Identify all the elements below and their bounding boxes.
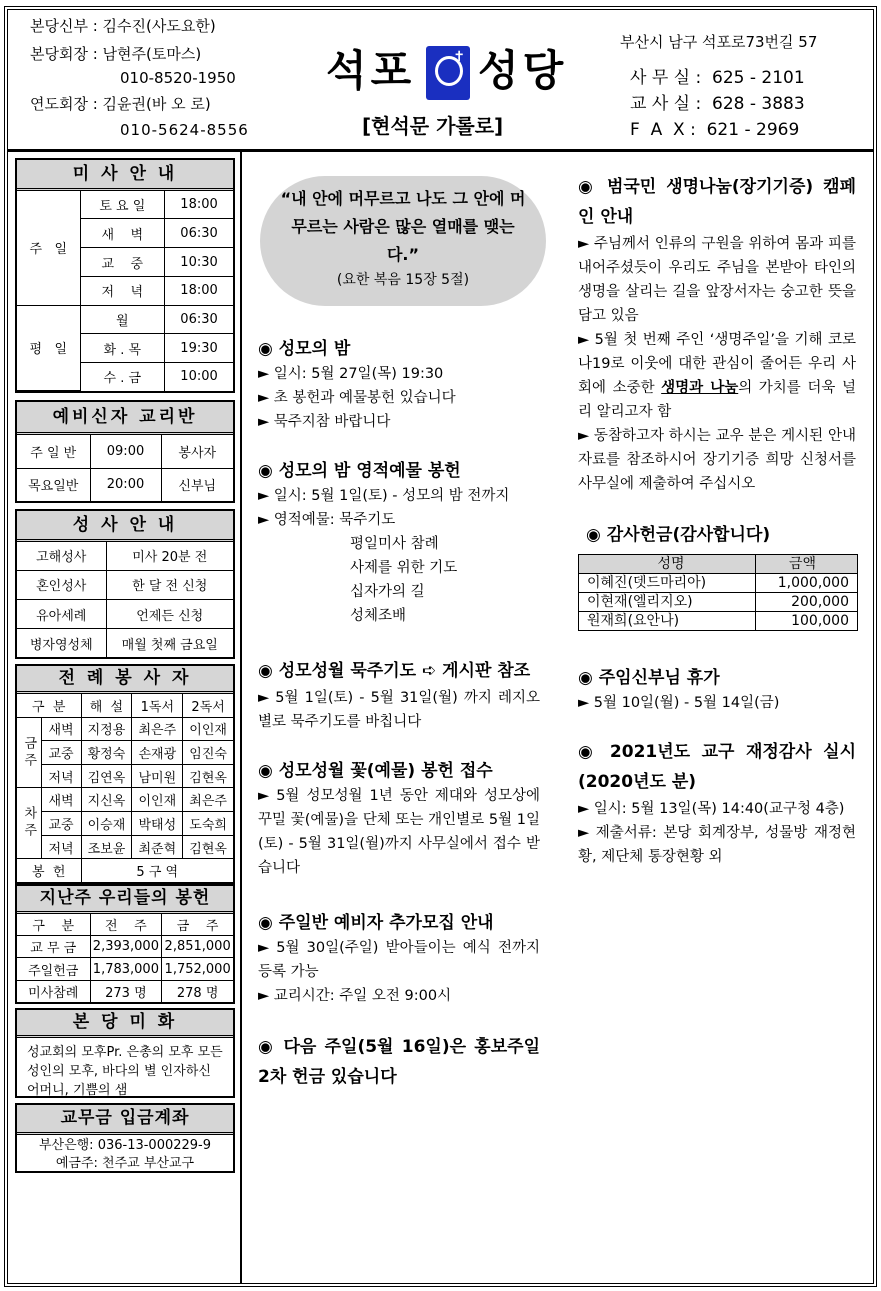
mass-slot: 새벽 (41, 717, 81, 741)
col-header: 성명 (579, 555, 756, 574)
sacrament-info: 매월 첫째 금요일 (106, 629, 233, 657)
sunday-label: 주 일 (17, 191, 80, 305)
donor-amount: 200,000 (756, 593, 858, 612)
church-logo-icon: ✝ (426, 46, 470, 100)
chairman-phone: 010-8520-1950 (120, 69, 236, 87)
audit-line: ► 일시: 5월 13일(목) 14:40(교구청 4층) (578, 801, 845, 817)
this-week: 1,752,000 (162, 958, 233, 980)
notice-line: ► 교리시간: 주일 오전 9:00시 (258, 988, 452, 1004)
text: ► 5월 첫 번째 주인 ‘생명주일’을 기해 코로나19로 이웃에 대한 관심이 줄어든 우리 사회에 소중한 (578, 332, 856, 396)
server: 이인재 (183, 717, 233, 741)
offering-type: 주일헌금 (17, 958, 90, 980)
office-phone: 사 무 실 : 625 - 2101 (630, 68, 805, 88)
quote-text: “내 안에 머무르고 나도 그 안에 머무르는 사람은 많은 열매를 맺는다.” (280, 189, 526, 264)
account-holder: 예금주: 천주교 부산교구 (55, 1156, 195, 1171)
mass-day: 수 . 금 (80, 363, 165, 391)
offering-label: 봉 헌 (17, 859, 81, 882)
server: 김현옥 (183, 835, 233, 859)
donor-name: 이혜진(뎃드마리아) (579, 574, 756, 593)
notice-line: ► 초 봉헌과 예물봉헌 있습니다 (258, 390, 456, 406)
server: 최은주 (183, 788, 233, 812)
notice-title: ◉ 다음 주일(5월 16일)은 홍보주일 2차 헌금 있습니다 (258, 1037, 540, 1087)
church-subtitle: [현석문 가롤로] (362, 114, 504, 138)
liturgy-title: 전 례 봉 사 자 (17, 666, 233, 694)
header (8, 10, 873, 152)
flowers-title: 본 당 미 화 (17, 1010, 233, 1038)
donor-amount: 1,000,000 (756, 574, 858, 593)
col-header: 전 주 (90, 914, 162, 936)
class-time: 09:00 (90, 435, 161, 468)
col-header: 금 주 (162, 914, 233, 936)
vacation-title: ◉ 주임신부님 휴가 (578, 668, 720, 688)
notice-line: ► 5월 성모성월 1년 동안 제대와 성모상에 꾸밀 꽃(예물)을 단체 또는 개인별로 5월 1일(토) - 5월 31일(월)까지 사무실에서 접수 받습니다 (258, 788, 540, 876)
mass-time: 10:00 (165, 363, 233, 391)
notice-title: ◉ 성모성월 꽃(예물) 봉헌 접수 (258, 761, 493, 781)
offering-type: 미사참례 (17, 980, 90, 1002)
col-header: 2독서 (183, 694, 233, 717)
mass-time: 18:00 (165, 276, 233, 305)
mass-slot: 교중 (41, 741, 81, 765)
server: 이승재 (81, 812, 132, 836)
donor-name: 이현재(엘리지오) (579, 593, 756, 612)
emphasis: 생명과 나눔 (661, 380, 739, 396)
address: 부산시 남구 석포로73번길 57 (620, 33, 818, 51)
flowers-text: 성교회의 모후Pr. 은총의 모후 모든 성인의 모후, 바다의 별 인자하신 어머니, 기쁨의 샘 (27, 1045, 223, 1098)
catechumen-title: 예비신자 교리반 (17, 402, 233, 435)
server: 이인재 (132, 788, 183, 812)
notice-title: ◉ 성모성월 묵주기도 ➪ 게시판 참조 (258, 661, 531, 681)
audit-title: ◉ 2021년도 교구 재정감사 실시 (2020년도 분) (578, 742, 856, 792)
notice-line: ► 영적예물: 묵주기도 (258, 512, 396, 528)
offerings-title: 지난주 우리들의 봉헌 (17, 886, 233, 914)
thanks-table (578, 554, 858, 631)
notice-title: ◉ 성모의 밤 (258, 339, 351, 359)
offering-type: 교 무 금 (17, 936, 90, 958)
church-title-left: 석포 (326, 46, 416, 95)
notice-subline: 십자가의 길 (350, 584, 425, 600)
notice-line: ► 일시: 5월 1일(토) - 성모의 밤 전까지 (258, 488, 510, 504)
sacrament-info: 한 달 전 신청 (106, 570, 233, 599)
server: 임진숙 (183, 741, 233, 765)
last-week: 1,783,000 (90, 958, 162, 980)
mass-time: 18:00 (165, 191, 233, 219)
mass-slot: 교중 (41, 812, 81, 836)
class-teacher: 신부님 (161, 468, 233, 501)
weekly-offerings (15, 884, 235, 1004)
organ-donation-p3: ► 동참하고자 하시는 교우 분은 게시된 안내 자료를 참조하시어 장기기증 희망 신청서를 사무실에 제출하여 주십시오 (578, 428, 856, 492)
donor-name: 원재희(요안나) (579, 612, 756, 631)
sacrament-name: 혼인성사 (17, 570, 106, 599)
mass-time: 06:30 (165, 305, 233, 334)
mass-day: 월 (80, 305, 165, 334)
right-notices (578, 172, 856, 869)
next-week-label: 차주 (17, 788, 41, 859)
col-header: 구 분 (17, 914, 90, 936)
mass-time: 10:30 (165, 248, 233, 277)
notice-line: ► 5월 30일(주일) 받아들이는 예식 전까지 등록 가능 (258, 940, 540, 980)
district-chair: 연도회장 : 김윤권(바 오 로) (30, 95, 211, 113)
class-time: 20:00 (90, 468, 161, 501)
mass-slot: 새벽 (41, 788, 81, 812)
mass-day: 토 요 일 (80, 191, 165, 219)
scripture-quote (260, 176, 546, 306)
offering-value: 5 구 역 (81, 859, 233, 882)
mass-slot: 저녁 (41, 835, 81, 859)
notice-title: ◉ 주일반 예비자 추가모집 안내 (258, 913, 494, 933)
fax: F A X : 621 - 2969 (630, 120, 800, 140)
pastor: 본당신부 : 김수진(사도요한) (30, 17, 216, 35)
sacraments-title: 성 사 안 내 (17, 511, 233, 542)
mass-day: 새 벽 (80, 219, 165, 248)
chairman: 본당회장 : 남현주(토마스) (30, 45, 202, 63)
quote-reference: (요한 복음 15장 5절) (336, 272, 470, 288)
account-bank: 부산은행: 036-13-000229-9 (38, 1138, 212, 1153)
class-teacher: 봉사자 (161, 435, 233, 468)
notice-line: ► 묵주지참 바랍니다 (258, 414, 391, 430)
text: 의 가치를 더욱 널리 알리고자 함 (578, 380, 856, 420)
sacrament-name: 고해성사 (17, 542, 106, 570)
col-header: 해 설 (81, 694, 132, 717)
server: 김연옥 (81, 764, 132, 788)
server: 도숙희 (183, 812, 233, 836)
server: 김현옥 (183, 764, 233, 788)
thanks-title: ◉ 감사헌금(감사합니다) (586, 525, 771, 545)
this-week: 278 명 (162, 980, 233, 1002)
col-header: 금액 (756, 555, 858, 574)
last-week: 2,393,000 (90, 936, 162, 958)
notice-subline: 성체조배 (350, 608, 407, 624)
mass-day: 화 . 목 (80, 334, 165, 363)
column-divider (240, 152, 242, 1283)
sacrament-info: 미사 20분 전 (106, 542, 233, 570)
server: 지신옥 (81, 788, 132, 812)
server: 최은주 (132, 717, 183, 741)
mass-day: 교 중 (80, 248, 165, 277)
col-header: 구 분 (17, 694, 81, 717)
notice-line: ► 일시: 5월 27일(목) 19:30 (258, 366, 444, 382)
mass-slot: 저녁 (41, 764, 81, 788)
weekday-label: 평 일 (17, 305, 80, 390)
liturgy-servers (15, 664, 235, 884)
last-week: 273 명 (90, 980, 162, 1002)
mass-time: 19:30 (165, 334, 233, 363)
server: 황정숙 (81, 741, 132, 765)
catechism-phone: 교 사 실 : 628 - 3883 (630, 94, 805, 114)
sacrament-name: 병자영성체 (17, 629, 106, 657)
mass-time: 06:30 (165, 219, 233, 248)
mass-title: 미 사 안 내 (17, 160, 233, 191)
organ-donation-title: ◉ 범국민 생명나눔(장기기증) 캠페인 안내 (578, 177, 856, 227)
mass-day: 저 녁 (80, 276, 165, 305)
server: 조보윤 (81, 835, 132, 859)
server: 남미원 (132, 764, 183, 788)
this-week: 2,851,000 (162, 936, 233, 958)
district-phone: 010-5624-8556 (120, 121, 249, 139)
mass-schedule (15, 158, 235, 393)
notice-subline: 평일미사 참례 (350, 536, 439, 552)
notice-title: ◉ 성모의 밤 영적예물 봉헌 (258, 461, 461, 481)
this-week-label: 금주 (17, 717, 41, 788)
catechumen-class (15, 400, 235, 503)
server: 손재광 (132, 741, 183, 765)
server: 최준혁 (132, 835, 183, 859)
flower-decoration (15, 1008, 235, 1098)
donor-amount: 100,000 (756, 612, 858, 631)
class-name: 주 일 반 (17, 435, 90, 468)
organ-donation-p2 (578, 328, 856, 424)
sacrament-name: 유아세례 (17, 599, 106, 628)
server: 박태성 (132, 812, 183, 836)
middle-notices (258, 336, 540, 1092)
notice-subline: 사제를 위한 기도 (350, 560, 458, 576)
vacation-line: ► 5월 10일(월) - 5월 14일(금) (578, 695, 780, 711)
sacraments-info (15, 509, 235, 659)
audit-line: ► 제출서류: 본당 회계장부, 성물방 재정현황, 제단체 통장현황 외 (578, 825, 856, 865)
class-name: 목요일반 (17, 468, 90, 501)
organ-donation-p1: ► 주님께서 인류의 구원을 위하여 몸과 피를 내어주셨듯이 우리도 주님을 본받아 타인의 생명을 살리는 길을 앞장서자는 숭고한 뜻을 담고 있음 (578, 236, 856, 324)
sacrament-info: 언제든 신청 (106, 599, 233, 628)
account-title: 교무금 입금계좌 (17, 1105, 233, 1135)
col-header: 1독서 (132, 694, 183, 717)
server: 지정용 (81, 717, 132, 741)
dues-account (15, 1103, 235, 1173)
notice-line: ► 5월 1일(토) - 5월 31일(월) 까지 레지오 별로 묵주기도를 바칩니다 (258, 690, 540, 730)
church-title-right: 성당 (478, 46, 568, 95)
